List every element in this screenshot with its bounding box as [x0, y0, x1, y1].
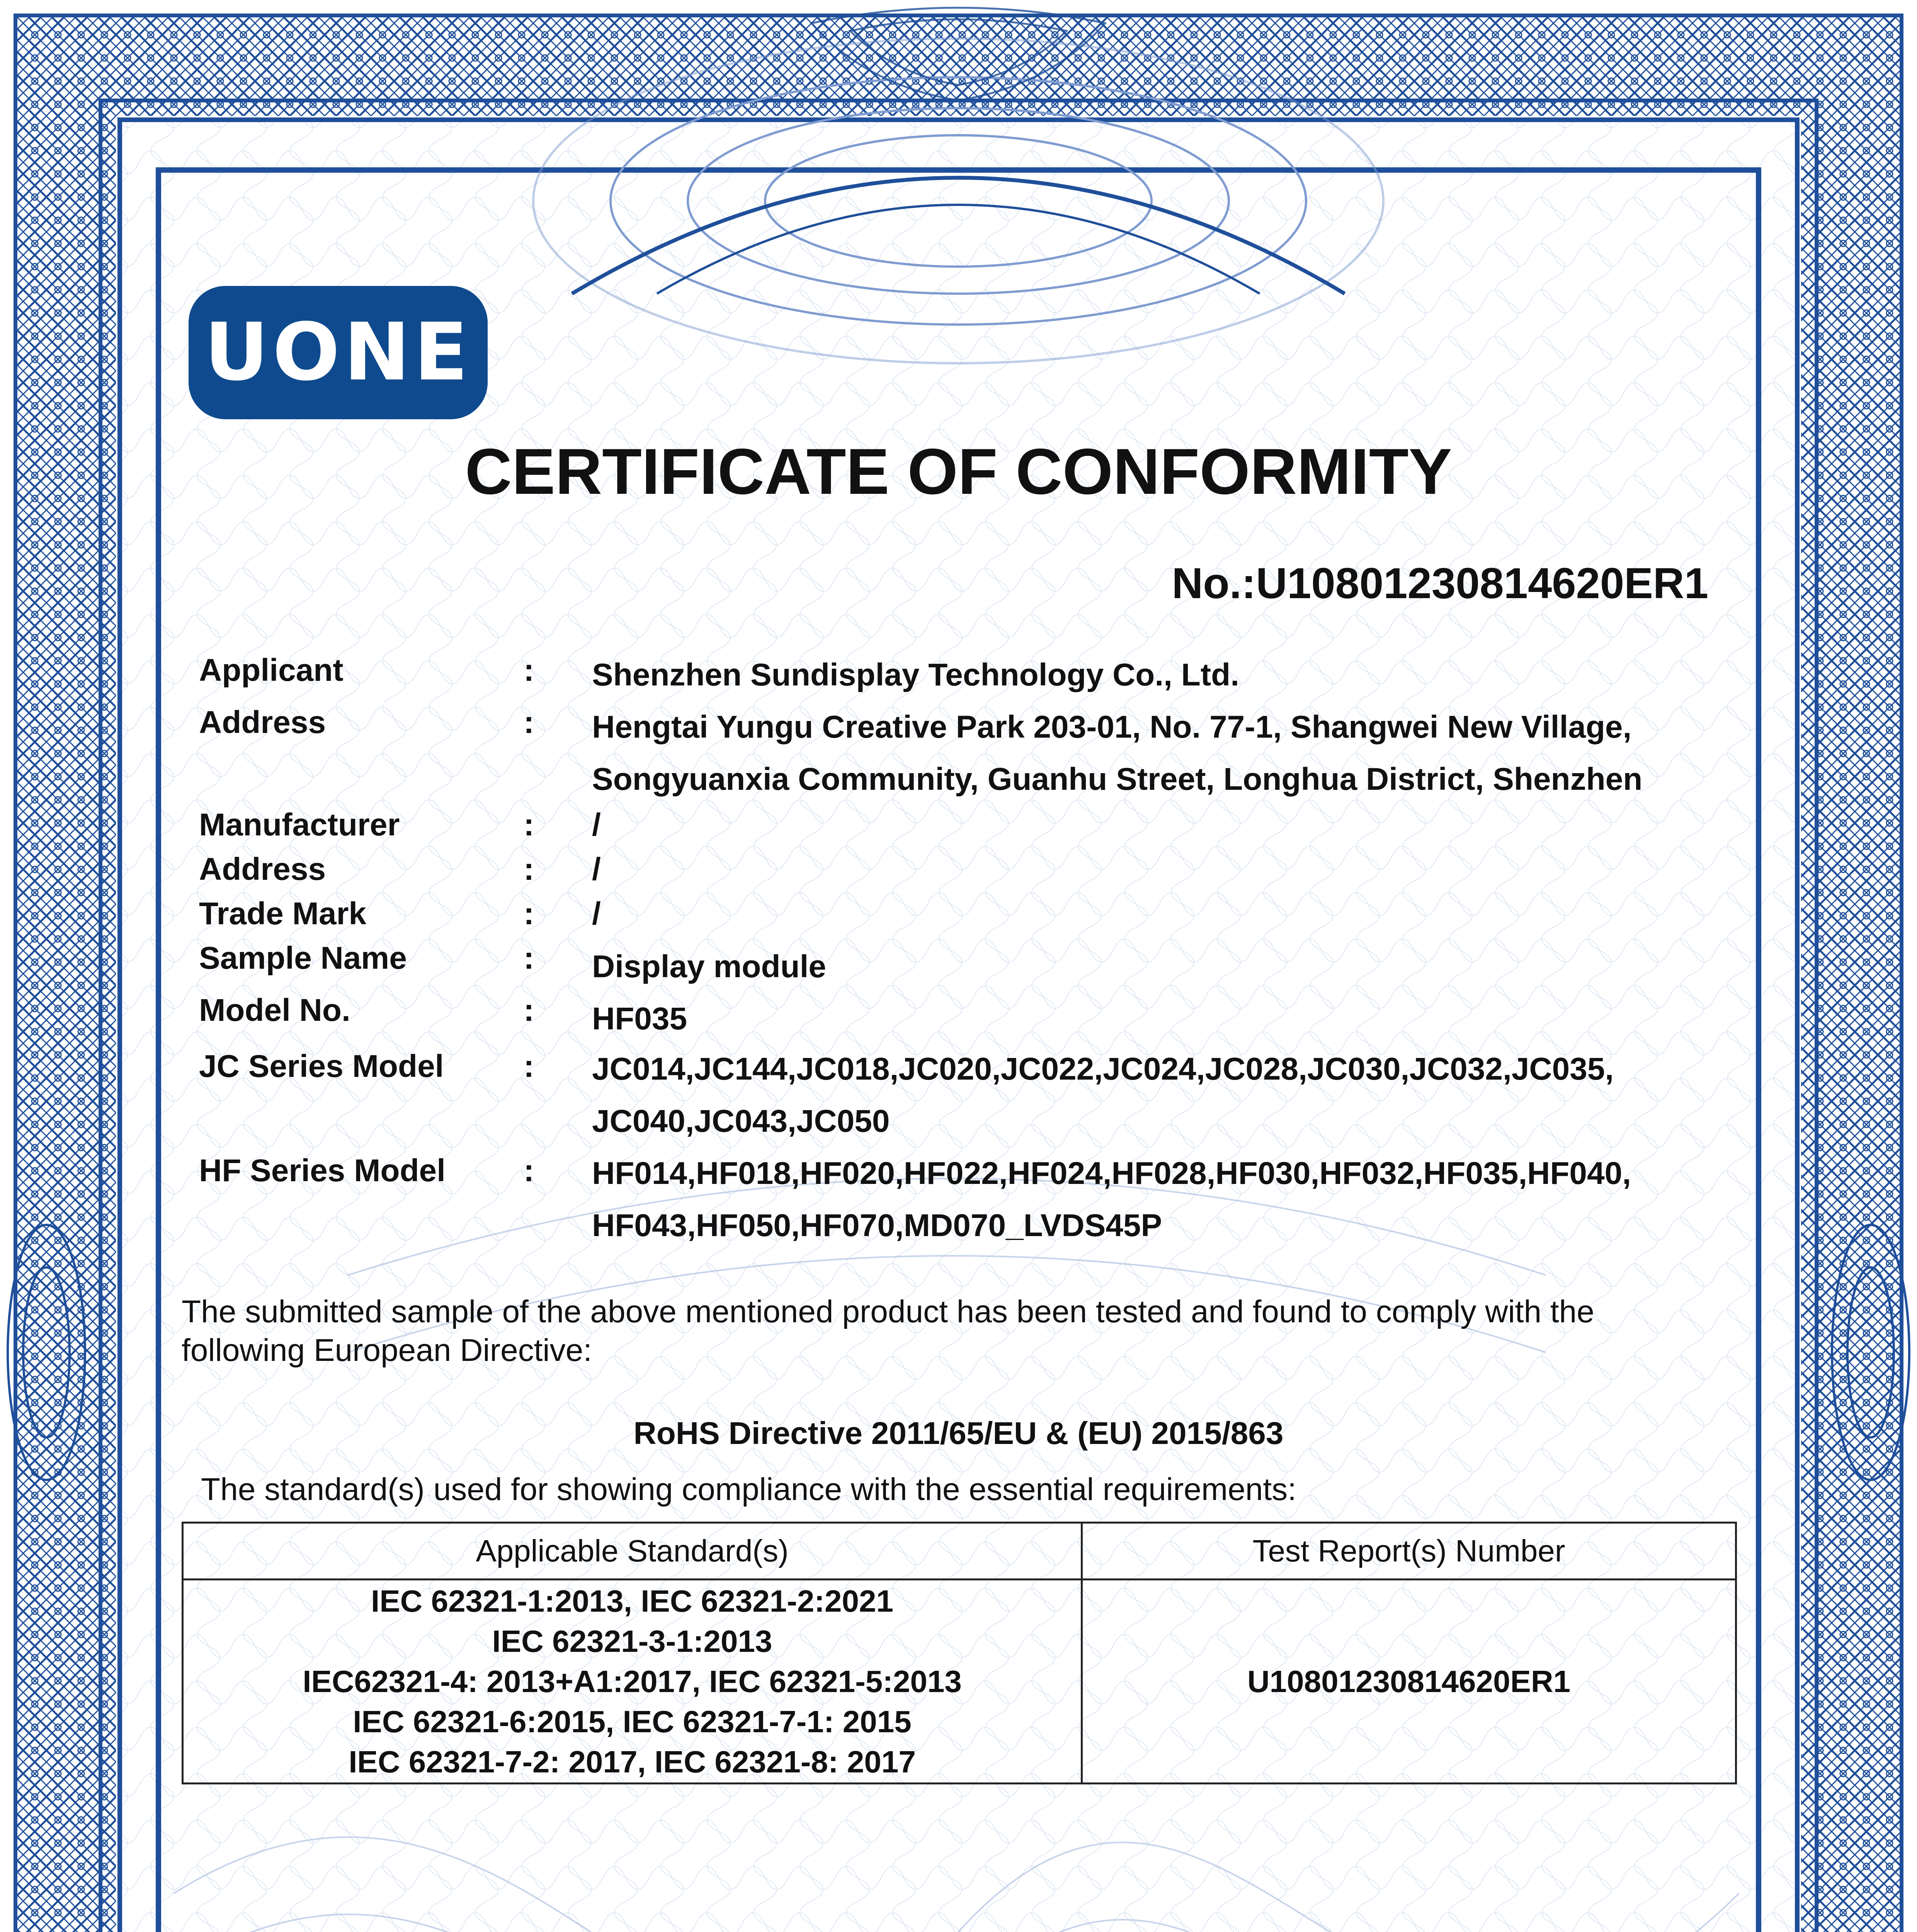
standard-line: IEC 62321-1:2013, IEC 62321-2:2021	[371, 1583, 894, 1618]
field-label-manufacturer: Manufacturer	[199, 807, 400, 842]
standard-line: IEC 62321-6:2015, IEC 62321-7-1: 2015	[353, 1704, 912, 1739]
field-label-trade-mark: Trade Mark	[199, 896, 366, 931]
field-colon: :	[524, 705, 534, 740]
field-label-hf-series: HF Series Model	[199, 1153, 446, 1188]
header-applicable-standards: Applicable Standard(s)	[183, 1523, 1082, 1580]
standard-line: IEC 62321-7-2: 2017, IEC 62321-8: 2017	[349, 1744, 916, 1779]
logo-text: UONE	[204, 306, 472, 398]
field-label-jc-series: JC Series Model	[199, 1049, 444, 1084]
field-value-address-line1: Hengtai Yungu Creative Park 203-01, No. 77-1, Shangwei New Village,	[592, 709, 1632, 745]
report-number-cell: U10801230814620ER1	[1082, 1580, 1736, 1784]
standard-line: IEC62321-4: 2013+A1:2017, IEC 62321-5:2013	[303, 1664, 962, 1699]
standards-table	[182, 1522, 1737, 1784]
field-label-address: Address	[199, 705, 326, 740]
field-value-trade-mark: /	[592, 896, 601, 931]
field-value-hf-series-line1: HF014,HF018,HF020,HF022,HF024,HF028,HF030,HF032,HF035,HF040,	[592, 1156, 1631, 1191]
standard-line: IEC 62321-3-1:2013	[492, 1624, 772, 1658]
certificate-title: CERTIFICATE OF CONFORMITY	[465, 435, 1452, 508]
field-label-applicant: Applicant	[199, 653, 344, 688]
field-value-applicant: Shenzhen Sundisplay Technology Co., Ltd.	[592, 657, 1239, 692]
field-colon: :	[524, 653, 534, 688]
field-value-model-no: HF035	[592, 1001, 687, 1036]
header-test-report-number: Test Report(s) Number	[1082, 1523, 1736, 1580]
field-value-address-line2: Songyuanxia Community, Guanhu Street, Longhua District, Shenzhen	[592, 762, 1643, 797]
certificate-number: No.:U10801230814620ER1	[1172, 559, 1708, 607]
standards-cell	[183, 1580, 1082, 1784]
compliance-statement-line1: The submitted sample of the above mentioned product has been tested and found to comply with the	[182, 1294, 1594, 1329]
field-label-sample-name: Sample Name	[199, 940, 407, 976]
field-value-manufacturer-address: /	[592, 852, 601, 887]
field-value-hf-series-line2: HF043,HF050,HF070,MD070_LVDS45P	[592, 1208, 1162, 1243]
field-colon: :	[524, 807, 534, 842]
field-label-model-no: Model No.	[199, 993, 350, 1028]
standards-table-header-row	[183, 1523, 1736, 1580]
field-colon: :	[524, 896, 534, 931]
compliance-statement-line2: following European Directive:	[182, 1333, 592, 1368]
field-colon: :	[524, 1153, 534, 1188]
directive-title: RoHS Directive 2011/65/EU & (EU) 2015/863	[633, 1416, 1284, 1451]
field-colon: :	[524, 940, 534, 976]
field-value-jc-series-line1: JC014,JC144,JC018,JC020,JC022,JC024,JC028,JC030,JC032,JC035,	[592, 1051, 1614, 1087]
compliance-statement	[182, 1293, 1766, 1370]
field-colon: :	[524, 993, 534, 1028]
field-colon: :	[524, 852, 534, 887]
field-value-jc-series-line2: JC040,JC043,JC050	[592, 1104, 890, 1139]
field-label-manufacturer-address: Address	[199, 852, 326, 887]
field-value-manufacturer: /	[592, 807, 601, 842]
standards-table-row	[183, 1580, 1736, 1784]
standards-intro: The standard(s) used for showing compliance with the essential requirements:	[201, 1472, 1296, 1507]
field-value-sample-name: Display module	[592, 949, 827, 984]
field-colon: :	[524, 1049, 534, 1084]
uone-logo	[189, 286, 488, 419]
